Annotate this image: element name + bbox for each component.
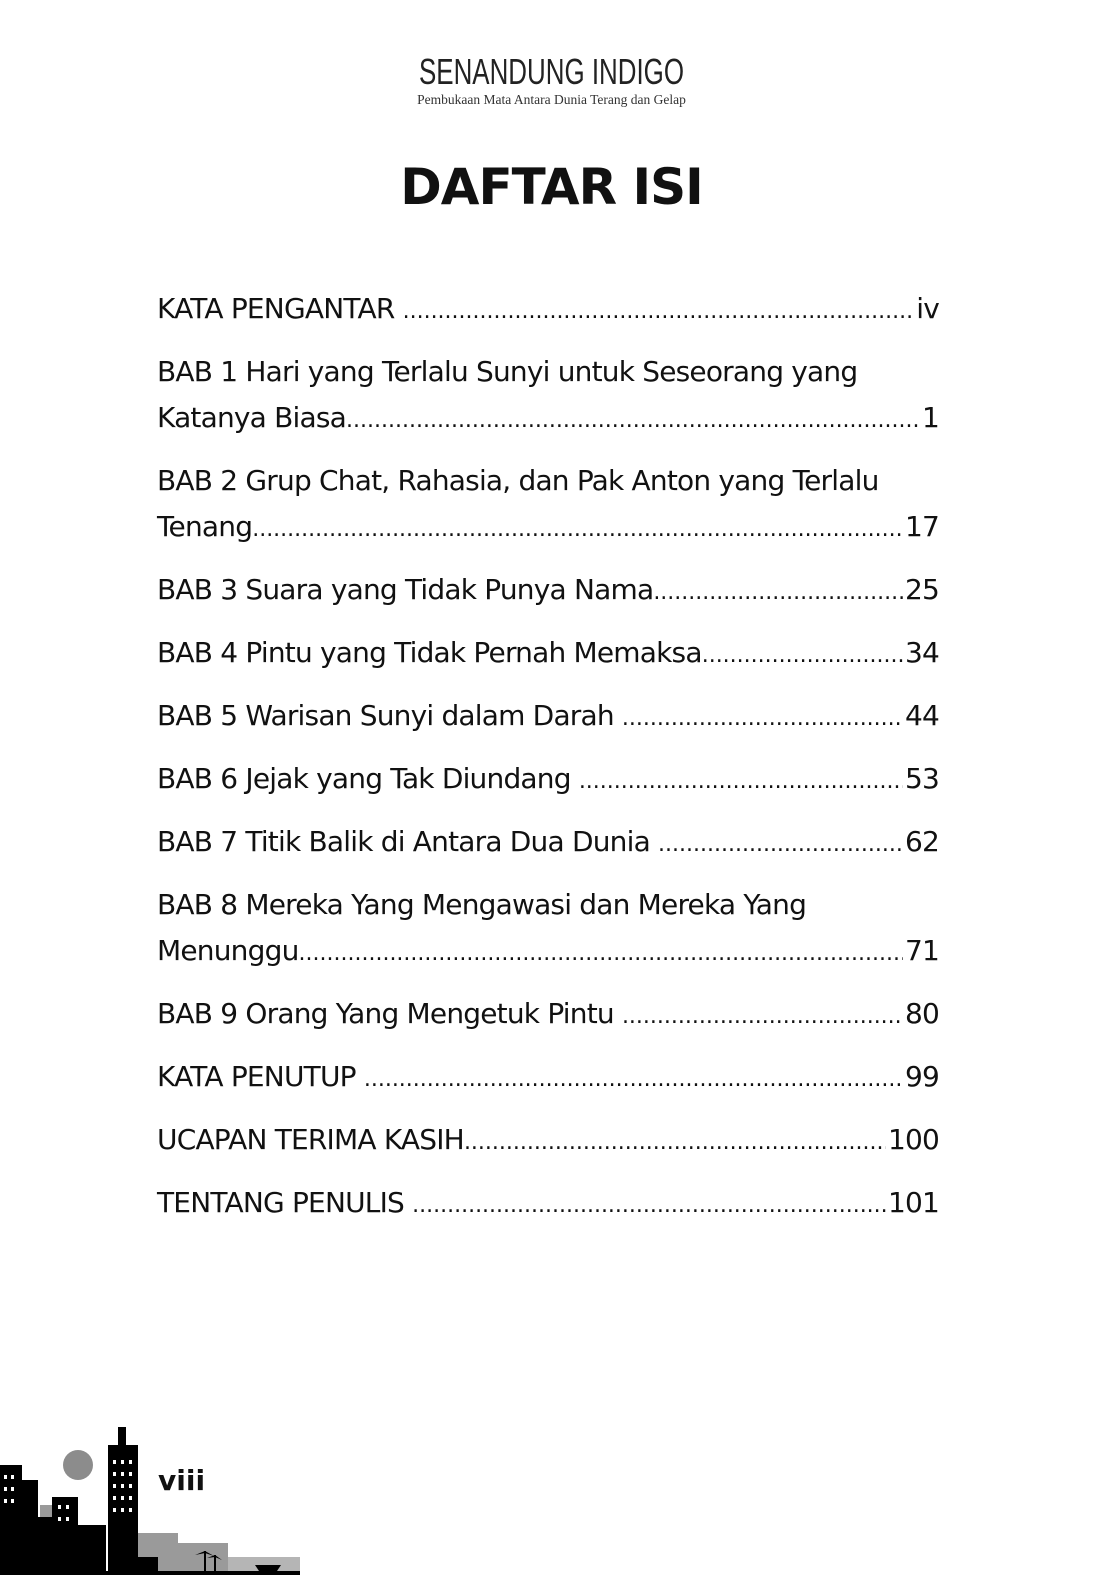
dot-leader [252, 504, 903, 553]
toc-entry-title: BAB 7 Titik Balik di Antara Dua Dunia [157, 825, 659, 858]
toc-entry-line [157, 395, 939, 444]
skyline-building [38, 1517, 52, 1575]
toc-entry[interactable] [157, 458, 939, 553]
dot-leader [653, 567, 903, 616]
toc-entry-title: Menunggu [157, 934, 299, 967]
toc-page-number: 62 [904, 825, 939, 858]
page-number: viii [158, 1464, 206, 1497]
toc-entry-title-line: BAB 2 Grup Chat, Rahasia, dan Pak Anton yang Terlalu [157, 464, 879, 497]
toc-entry[interactable] [157, 1117, 939, 1166]
toc-entry-title-line: BAB 1 Hari yang Terlalu Sunyi untuk Seseorang yang [157, 355, 858, 388]
dot-leader [702, 630, 903, 679]
toc-entry-line [157, 286, 939, 335]
toc-entry-title-line: BAB 8 Mereka Yang Mengawasi dan Mereka Yang [157, 888, 807, 921]
toc-entry-line [157, 630, 939, 679]
toc-entry-line [157, 991, 939, 1040]
skyline-tower-spire [118, 1427, 126, 1447]
toc-entry-title: KATA PENUTUP [157, 1060, 364, 1093]
toc-page-number: iv [916, 292, 939, 325]
toc-entry[interactable] [157, 1054, 939, 1103]
skyline-building [52, 1497, 78, 1575]
toc-entry-title: UCAPAN TERIMA KASIH [157, 1123, 464, 1156]
toc-page-number: 34 [904, 636, 939, 669]
toc-page-number: 99 [904, 1060, 939, 1093]
city-skyline-illustration [0, 1425, 300, 1575]
toc-entry-title: BAB 4 Pintu yang Tidak Pernah Memaksa [157, 636, 702, 669]
toc-entry[interactable] [157, 819, 939, 868]
toc-page-number: 71 [904, 934, 939, 967]
dot-leader [622, 991, 903, 1040]
toc-entry-title: BAB 9 Orang Yang Mengetuk Pintu [157, 997, 622, 1030]
toc-entry-title: BAB 3 Suara yang Tidak Punya Nama [157, 573, 654, 606]
toc-entry[interactable] [157, 756, 939, 805]
dot-leader [658, 819, 903, 868]
dot-leader [299, 928, 903, 977]
dot-leader [464, 1117, 886, 1166]
toc-entry[interactable] [157, 286, 939, 335]
toc-entry-line [157, 928, 939, 977]
toc-entry-title: TENTANG PENULIS [157, 1186, 413, 1219]
toc-entry-title: Tenang [157, 510, 253, 543]
toc-entry[interactable] [157, 349, 939, 444]
dot-leader [364, 1054, 903, 1103]
toc-entry-line [157, 693, 939, 742]
toc-entry[interactable] [157, 630, 939, 679]
dot-leader [412, 1180, 886, 1229]
toc-entry-line [157, 819, 939, 868]
toc-page-number: 53 [904, 762, 939, 795]
toc-entry-line [157, 756, 939, 805]
dot-leader [346, 395, 920, 444]
toc-entry-line [157, 504, 939, 553]
toc-entry-line [157, 1117, 939, 1166]
toc-entry[interactable] [157, 882, 939, 977]
moon-icon [63, 1450, 93, 1480]
toc-page-number: 100 [887, 1123, 939, 1156]
toc-entry[interactable] [157, 567, 939, 616]
toc-entry[interactable] [157, 1180, 939, 1229]
toc-page-number: 17 [904, 510, 939, 543]
toc-entry-line [157, 567, 939, 616]
toc-page-number: 1 [921, 401, 939, 434]
book-subtitle: Pembukaan Mata Antara Dunia Terang dan Gelap [417, 92, 686, 107]
toc-entry-title: KATA PENGANTAR [157, 292, 403, 325]
book-title: SENANDUNG INDIGO [418, 51, 684, 92]
toc-page-number: 101 [887, 1186, 939, 1219]
toc-entry-line [157, 1180, 939, 1229]
skyline-building [0, 1465, 22, 1575]
toc-entry-title: BAB 6 Jejak yang Tak Diundang [157, 762, 579, 795]
toc-entry-title: Katanya Biasa [157, 401, 347, 434]
toc-page-number: 25 [904, 573, 939, 606]
dot-leader [579, 756, 903, 805]
table-of-contents [157, 286, 939, 1243]
toc-entry[interactable] [157, 991, 939, 1040]
boat-icon [255, 1565, 281, 1571]
toc-entry-title: BAB 5 Warisan Sunyi dalam Darah [157, 699, 622, 732]
skyline-building [22, 1480, 38, 1575]
dot-leader [622, 693, 903, 742]
toc-page-number: 44 [904, 699, 939, 732]
toc-page-number: 80 [904, 997, 939, 1030]
skyline-building [78, 1525, 106, 1575]
toc-entry[interactable] [157, 693, 939, 742]
toc-heading: DAFTAR ISI [400, 158, 703, 216]
dot-leader [403, 286, 915, 335]
toc-entry-line [157, 1054, 939, 1103]
running-head [0, 52, 1103, 108]
